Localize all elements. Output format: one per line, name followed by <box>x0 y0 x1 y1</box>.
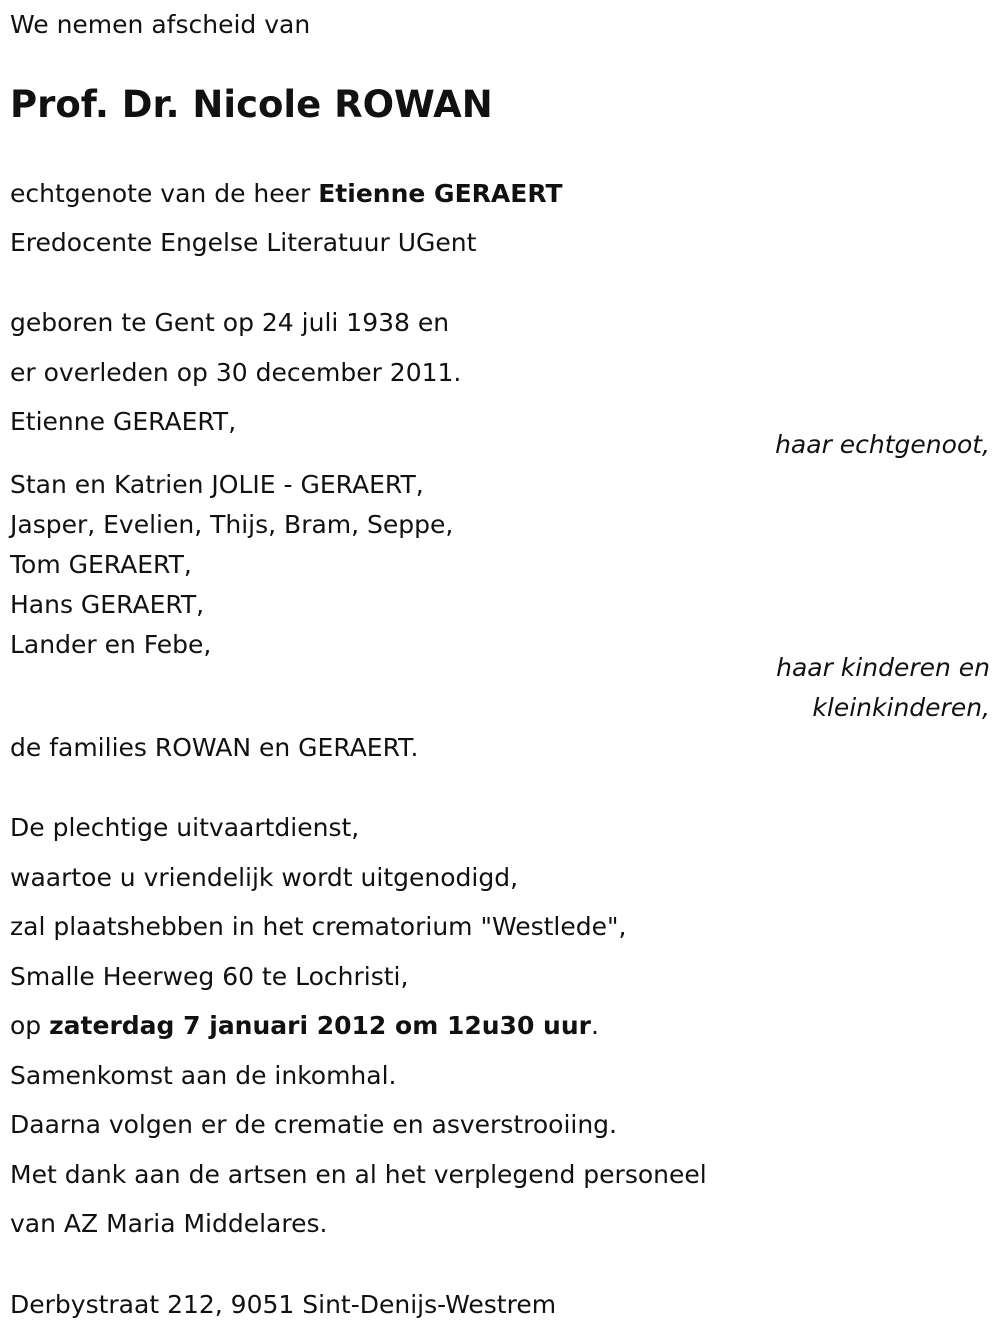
address: Derbystraat 212, 9051 Sint-Denijs-Westrem <box>10 1290 557 1319</box>
mourner-child-line: Jasper, Evelien, Thijs, Bram, Seppe, <box>10 510 454 539</box>
service-date-line <box>10 1011 599 1041</box>
families-line: de families ROWAN en GERAERT. <box>10 733 419 762</box>
spouse-prefix: echtgenote van de heer <box>10 179 319 208</box>
service-line: Met dank aan de artsen en al het verplegend personeel <box>10 1160 707 1189</box>
birth-line: geboren te Gent op 24 juli 1938 en <box>10 308 450 337</box>
service-line: Samenkomst aan de inkomhal. <box>10 1061 397 1090</box>
intro-text: We nemen afscheid van <box>10 10 311 39</box>
mourner-spouse: Etienne GERAERT, <box>10 407 237 436</box>
spouse-line <box>10 179 563 209</box>
mourner-child-line: Hans GERAERT, <box>10 590 205 619</box>
children-role-line1: haar kinderen en <box>776 653 990 682</box>
mourner-child-line: Tom GERAERT, <box>10 550 192 579</box>
spouse-name: Etienne GERAERT <box>318 179 563 208</box>
deceased-name: Prof. Dr. Nicole ROWAN <box>10 83 493 126</box>
profession: Eredocente Engelse Literatuur UGent <box>10 228 477 257</box>
service-line: waartoe u vriendelijk wordt uitgenodigd, <box>10 863 519 892</box>
service-date: zaterdag 7 januari 2012 om 12u30 uur <box>49 1011 591 1040</box>
service-line: Smalle Heerweg 60 te Lochristi, <box>10 962 409 991</box>
service-line: De plechtige uitvaartdienst, <box>10 813 360 842</box>
mourner-child-line: Stan en Katrien JOLIE - GERAERT, <box>10 470 424 499</box>
service-line: Daarna volgen er de crematie en asverstrooiing. <box>10 1110 617 1139</box>
children-role-line2: kleinkinderen, <box>812 693 990 722</box>
service-line: van AZ Maria Middelares. <box>10 1209 328 1238</box>
death-line: er overleden op 30 december 2011. <box>10 358 462 387</box>
spouse-role: haar echtgenoot, <box>775 430 990 459</box>
service-date-prefix: op <box>10 1011 50 1040</box>
service-line: zal plaatshebben in het crematorium "Westlede", <box>10 912 627 941</box>
mourner-child-line: Lander en Febe, <box>10 630 212 659</box>
service-date-suffix: . <box>590 1011 599 1040</box>
